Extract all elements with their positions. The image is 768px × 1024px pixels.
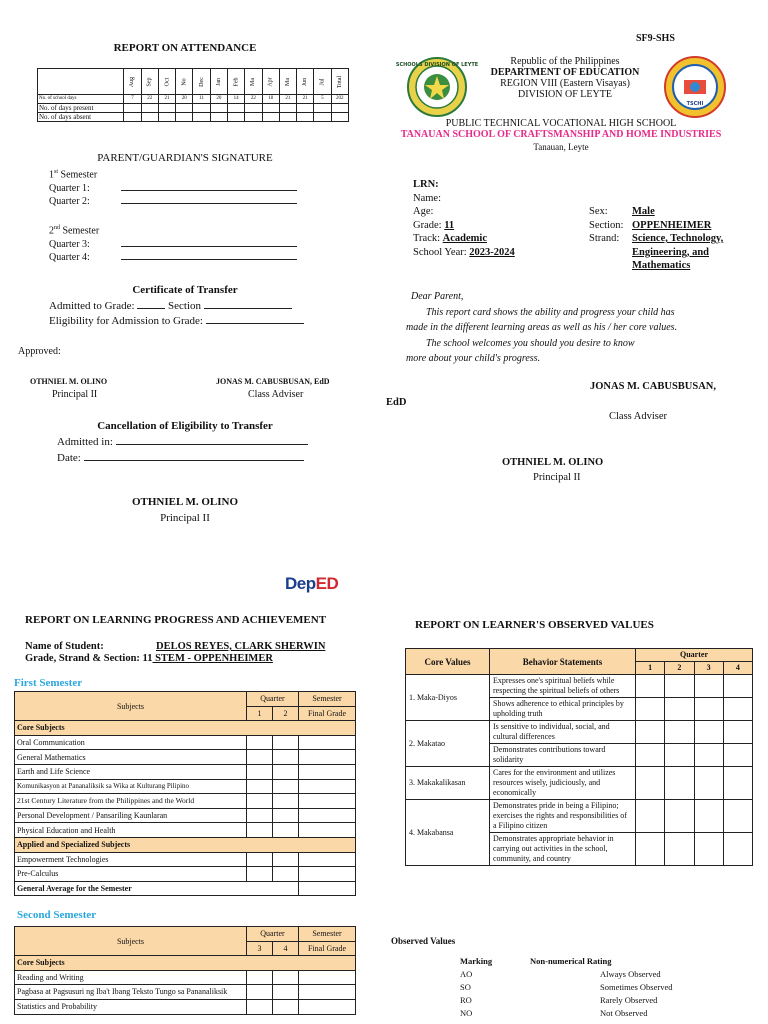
- table-row: Oral Communication: [15, 735, 356, 750]
- month-header: Oct: [158, 69, 175, 95]
- table-row: 1. Maka-Diyos Expresses one's spiritual beliefs while respecting the spiritual beliefs of others: [406, 675, 753, 698]
- letter-principal-title: Principal II: [533, 472, 581, 483]
- month-header: Jan: [210, 69, 227, 95]
- table-row: 2. Makatao Is sensitive to individual, social, and cultural differences: [406, 721, 753, 744]
- section-field[interactable]: [204, 308, 292, 309]
- principal-name: OTHNIEL M. OLINO: [30, 377, 108, 386]
- table-row: Physical Education and Health: [15, 823, 356, 838]
- values-title: REPORT ON LEARNER'S OBSERVED VALUES: [415, 619, 654, 631]
- table-row: Pagbasa at Pagsusuri ng Iba't Ibang Teksto Tungo sa Pananaliksik: [15, 985, 356, 1000]
- table-row: Komunikasyon at Pananaliksik sa Wika at Kulturang Pilipino: [15, 779, 356, 794]
- header-block: Republic of the Philippines DEPARTMENT OF EDUCATION REGION VIII (Eastern Visayas) DIVISION OF LEYTE: [490, 56, 640, 100]
- table-row: Personal Development / Pansariling Kaunlaran: [15, 808, 356, 823]
- approved-label: Approved:: [18, 346, 61, 357]
- month-header: Aug: [124, 69, 141, 95]
- month-header: Apr: [262, 69, 279, 95]
- division-seal-text: SCHOOLS DIVISION OF LEYTE: [395, 62, 479, 68]
- attendance-row: No. of school days 7 22 21 20 11 20 14 22 18 21 21 5 202: [38, 95, 349, 104]
- adviser-name: JONAS M. CABUSBUSAN, EdD: [216, 377, 330, 386]
- school-name: TANAUAN SCHOOL OF CRAFTSMANSHIP AND HOME INDUSTRIES: [400, 129, 722, 140]
- letter-principal-name: OTHNIEL M. OLINO: [502, 457, 604, 468]
- month-header: Jun: [297, 69, 314, 95]
- marking-codes: AO SO RO NO: [460, 969, 473, 1018]
- signature-line-q2[interactable]: [121, 203, 297, 204]
- signature-line-q3[interactable]: [121, 246, 297, 247]
- attendance-title: REPORT ON ATTENDANCE: [113, 42, 257, 54]
- first-semester-label: First Semester: [14, 677, 83, 689]
- signature-block: 1st Semester Quarter 1: Quarter 2: 2nd Semester Quarter 3: Quarter 4:: [49, 166, 297, 265]
- student-info: Name of Student: DELOS REYES, CLARK SHERWIN Grade, Strand & Section: 11 STEM - OPPENHEIMER: [25, 641, 326, 664]
- month-header: Sep: [141, 69, 158, 95]
- values-table: Core Values Behavior Statements Quarter 1 2 3 4 1. Maka-Diyos Expresses one's spiritual beliefs while respecting the spiritual beliefs of others Shows adherence to ethical principles by upholding truth 2. Makatao Is sensitive to individual, social, and cultural differences Demonstrates contributions toward solidarity 3. Makakalikasan Cares for the environment and utilizes resources wisely, judiciously, and economically 4. Makabansa Demonstrates pride in being a Filipino; exercises the rights and responsibilities of a Filipino citizen Demonstrates appropriate behavior in carrying out activities in the school, community, and country: [405, 648, 753, 866]
- month-header: Total: [331, 69, 348, 95]
- table-row: Demonstrates contributions toward solidarity: [406, 744, 753, 767]
- school-location: Tanauan, Leyte: [533, 142, 589, 152]
- second-semester-table: Subjects Quarter Semester 3 4 Final Grade Core Subjects Reading and Writing Pagbasa at Pagsusuri ng Iba't Ibang Teksto Tungo sa Pananaliksik Statistics and Probability: [14, 926, 356, 1015]
- signature-line-q4[interactable]: [121, 259, 297, 260]
- marking-ratings: Always Observed Sometimes Observed Rarely Observed Not Observed: [600, 969, 673, 1018]
- table-row: Reading and Writing: [15, 970, 356, 985]
- table-row: 3. Makakalikasan Cares for the environment and utilizes resources wisely, judiciously, and economically: [406, 767, 753, 800]
- school-type: PUBLIC TECHNICAL VOCATIONAL HIGH SCHOOL: [445, 118, 677, 129]
- cancellation-block: Admitted in: Date:: [57, 434, 308, 466]
- letter-adviser-title: Class Adviser: [609, 411, 668, 422]
- table-row: General Mathematics: [15, 750, 356, 765]
- signature-title: PARENT/GUARDIAN'S SIGNATURE: [97, 152, 273, 164]
- school-seal-text: TSCHI: [686, 101, 704, 107]
- letter-adviser-suffix: EdD: [386, 397, 407, 408]
- transfer-title: Certificate of Transfer: [132, 284, 238, 296]
- marking-label: Marking: [460, 956, 493, 966]
- eligibility-field[interactable]: [206, 323, 304, 324]
- transfer-block: Admitted to Grade: Section Eligibility for Admission to Grade:: [49, 299, 304, 329]
- attendance-table: [37, 68, 349, 122]
- month-header: Jul: [314, 69, 331, 95]
- table-row: 21st Century Literature from the Philippines and the World: [15, 794, 356, 809]
- table-row: 4. Makabansa Demonstrates pride in being a Filipino; exercises the rights and responsibilities of a Filipino citizen: [406, 800, 753, 833]
- second-semester-label: Second Semester: [17, 909, 97, 921]
- month-header: No: [176, 69, 193, 95]
- attendance-row: No. of days absent: [38, 113, 349, 122]
- table-row: Demonstrates appropriate behavior in carrying out activities in the school, community, and country: [406, 833, 753, 866]
- table-row: Earth and Life Science: [15, 764, 356, 779]
- progress-title: REPORT ON LEARNING PROGRESS AND ACHIEVEMENT: [25, 614, 327, 626]
- month-header: Feb: [227, 69, 244, 95]
- admitted-grade-field[interactable]: [137, 308, 165, 309]
- table-row: Shows adherence to ethical principles by upholding truth: [406, 698, 753, 721]
- table-row: Empowerment Technologies: [15, 852, 356, 867]
- first-semester-table: Subjects Quarter Semester 1 2 Final Grade Core Subjects Oral Communication General Mathematics Earth and Life Science Komunikasyon at Pananaliksik sa Wika at Kulturang Pilipino 21st Century Literature from the Philippines and the World Personal Development / Pansariling Kaunlaran Physical Education and Health Applied and Specialized Subjects Empowerment Technologies Pre-Calculus General Average for the Semester: [14, 691, 356, 896]
- cancellation-title: Cancellation of Eligibility to Transfer: [97, 420, 273, 432]
- observed-values-title: Observed Values: [391, 936, 456, 946]
- attendance-row: No. of days present: [38, 104, 349, 113]
- deped-logo: DepED: [285, 574, 339, 593]
- rating-label: Non-numerical Rating: [530, 956, 612, 966]
- cancellation-principal-title: Principal II: [160, 512, 210, 524]
- adviser-title: Class Adviser: [248, 389, 304, 400]
- month-header: Dec: [193, 69, 210, 95]
- learner-left: LRN: Name: Age: Grade: 11 Track: Academic School Year: 2023-2024: [413, 179, 515, 258]
- table-row: Pre-Calculus: [15, 867, 356, 882]
- principal-title: Principal II: [52, 389, 98, 400]
- month-header: Ma: [279, 69, 296, 95]
- signature-line-q1[interactable]: [121, 190, 297, 191]
- form-code: SF9-SHS: [636, 33, 675, 44]
- cancellation-principal-name: OTHNIEL M. OLINO: [131, 496, 239, 508]
- letter-adviser-name: JONAS M. CABUSBUSAN,: [590, 381, 717, 392]
- learner-right: Sex: Male Section: OPPENHEIMER Strand: Science, Technology, Engineering, and Mathematics: [589, 206, 724, 271]
- parent-letter: Dear Parent, This report card shows the ability and progress your child has made in the different learning areas as well as his / her core values. The school welcomes you should you desire to know more about your child's progress.: [406, 291, 678, 364]
- admitted-in-field[interactable]: [116, 444, 308, 445]
- date-field[interactable]: [84, 460, 304, 461]
- table-row: Statistics and Probability: [15, 999, 356, 1014]
- month-header: Ma: [245, 69, 262, 95]
